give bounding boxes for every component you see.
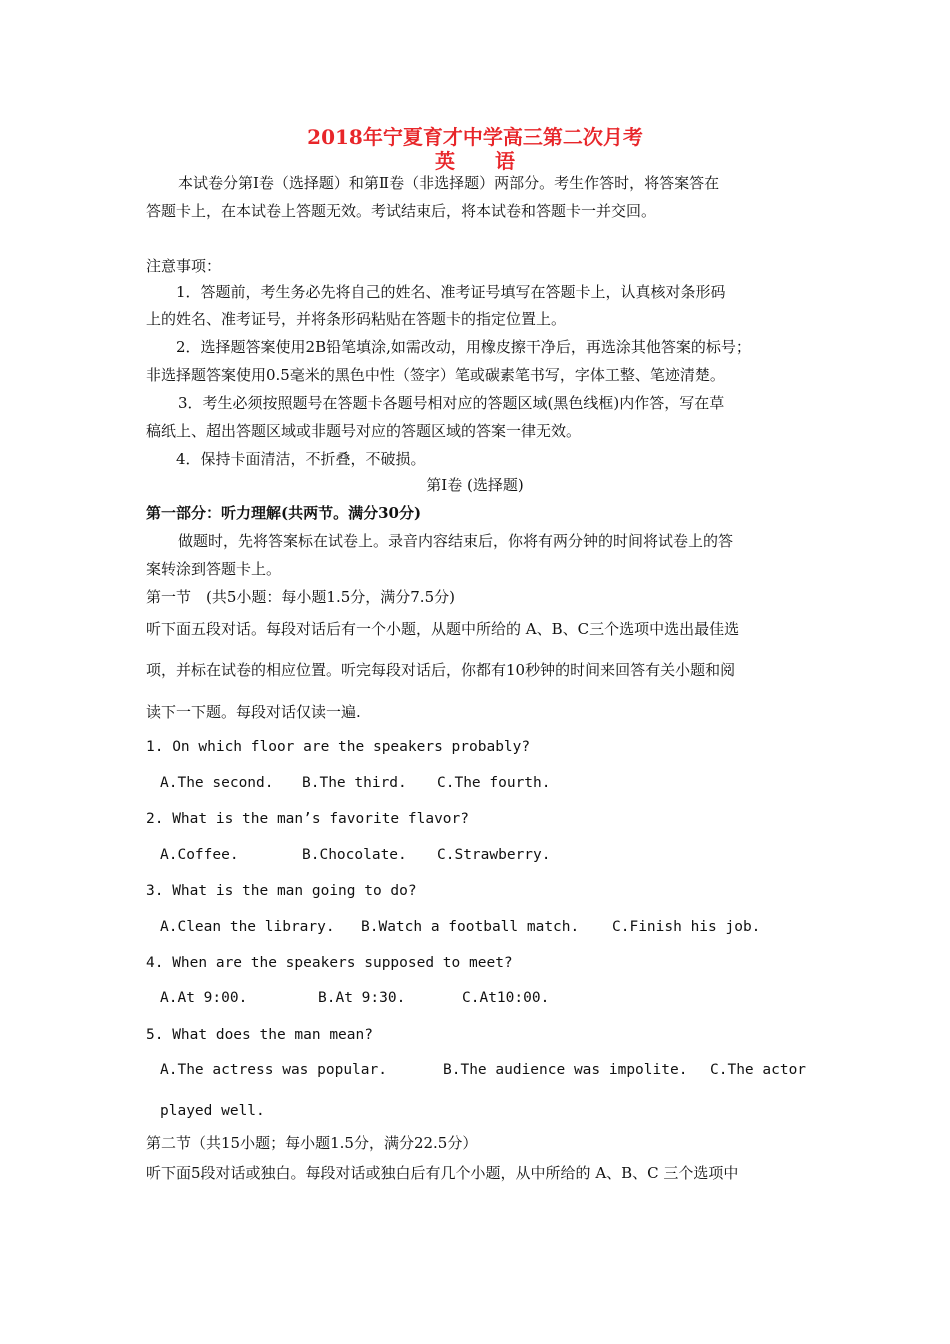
option-c: C.The fourth.	[437, 775, 551, 791]
part1-instruction: 做题时，先将答案标在试卷上。录音内容结束后，你将有两分钟的时间将试卷上的答	[178, 532, 734, 550]
option-c: C.Strawberry.	[437, 847, 551, 863]
section1-instruction: 读下一下题。每段对话仅读一遍.	[146, 703, 361, 721]
section2-instruction: 听下面5段对话或独白。每段对话或独白后有几个小题，从中所给的 A、B、C 三个选项中	[146, 1164, 739, 1182]
section1-heading: 第一节 (共5小题：每小题1.5分，满分7.5分)	[146, 588, 455, 606]
part1-heading: 第一部分：听力理解(共两节。满分30分)	[146, 504, 422, 522]
intro-line: 本试卷分第Ⅰ卷（选择题）和第Ⅱ卷（非选择题）两部分。考生作答时，将答案答在	[178, 174, 720, 192]
part1-instruction: 案转涂到答题卡上。	[146, 560, 282, 578]
option-b: B.At 9:30.	[318, 990, 406, 1006]
section1-instruction: 听下面五段对话。每段对话后有一个小题，从题中所给的 A、B、C三个选项中选出最佳选	[146, 620, 740, 638]
section2-heading: 第二节（共15小题；每小题1.5分，满分22.5分）	[146, 1134, 478, 1152]
section1-instruction: 项，并标在试卷的相应位置。听完每段对话后，你都有10秒钟的时间来回答有关小题和阅	[146, 661, 736, 679]
option-c: C.Finish his job.	[612, 919, 761, 935]
note-item: 非选择题答案使用0.5毫米的黑色中性（签字）笔或碳素笔书写，字体工整、笔迹清楚。	[146, 366, 725, 384]
option-c: C.At10:00.	[462, 990, 550, 1006]
intro-line: 答题卡上，在本试卷上答题无效。考试结束后，将本试卷和答题卡一并交回。	[146, 202, 657, 220]
option-a: A.Coffee.	[160, 847, 239, 863]
note-item: 1．答题前，考生务必先将自己的姓名、准考证号填写在答题卡上，认真核对条形码	[176, 283, 726, 301]
note-item: 稿纸上、超出答题区域或非题号对应的答题区域的答案一律无效。	[146, 422, 582, 440]
question-text: 3. What is the man going to do?	[146, 883, 417, 899]
volume-heading: 第Ⅰ卷 (选择题)	[426, 476, 524, 494]
option-a: A.The second.	[160, 775, 274, 791]
option-b: B.The audience was impolite.	[443, 1062, 688, 1078]
note-item: 4．保持卡面清洁，不折叠，不破损。	[176, 450, 426, 468]
subject-title: 英 语	[435, 149, 515, 173]
note-item: 3．考生必须按照题号在答题卡各题号相对应的答题区域(黑色线框)内作答，写在草	[178, 394, 725, 412]
option-b: B.Watch a football match.	[361, 919, 580, 935]
exam-title: 2018年宁夏育才中学高三第二次月考	[307, 125, 643, 149]
option-a: A.Clean the library.	[160, 919, 335, 935]
note-item: 2．选择题答案使用2B铅笔填涂,如需改动，用橡皮擦干净后，再选涂其他答案的标号；	[176, 338, 751, 356]
question-text: 5. What does the man mean?	[146, 1027, 373, 1043]
option-a: A.The actress was popular.	[160, 1062, 387, 1078]
question-text: 1. On which floor are the speakers probably?	[146, 739, 531, 755]
option-a: A.At 9:00.	[160, 990, 248, 1006]
option-b: B.Chocolate.	[302, 847, 407, 863]
option-c-continued: played well.	[160, 1103, 265, 1119]
question-text: 2. What is the man’s favorite flavor?	[146, 811, 470, 827]
question-text: 4. When are the speakers supposed to meet?	[146, 955, 513, 971]
notes-heading: 注意事项：	[146, 257, 222, 275]
option-b: B.The third.	[302, 775, 407, 791]
note-item: 上的姓名、准考证号，并将条形码粘贴在答题卡的指定位置上。	[146, 310, 567, 328]
option-c: C.The actor	[710, 1062, 807, 1078]
